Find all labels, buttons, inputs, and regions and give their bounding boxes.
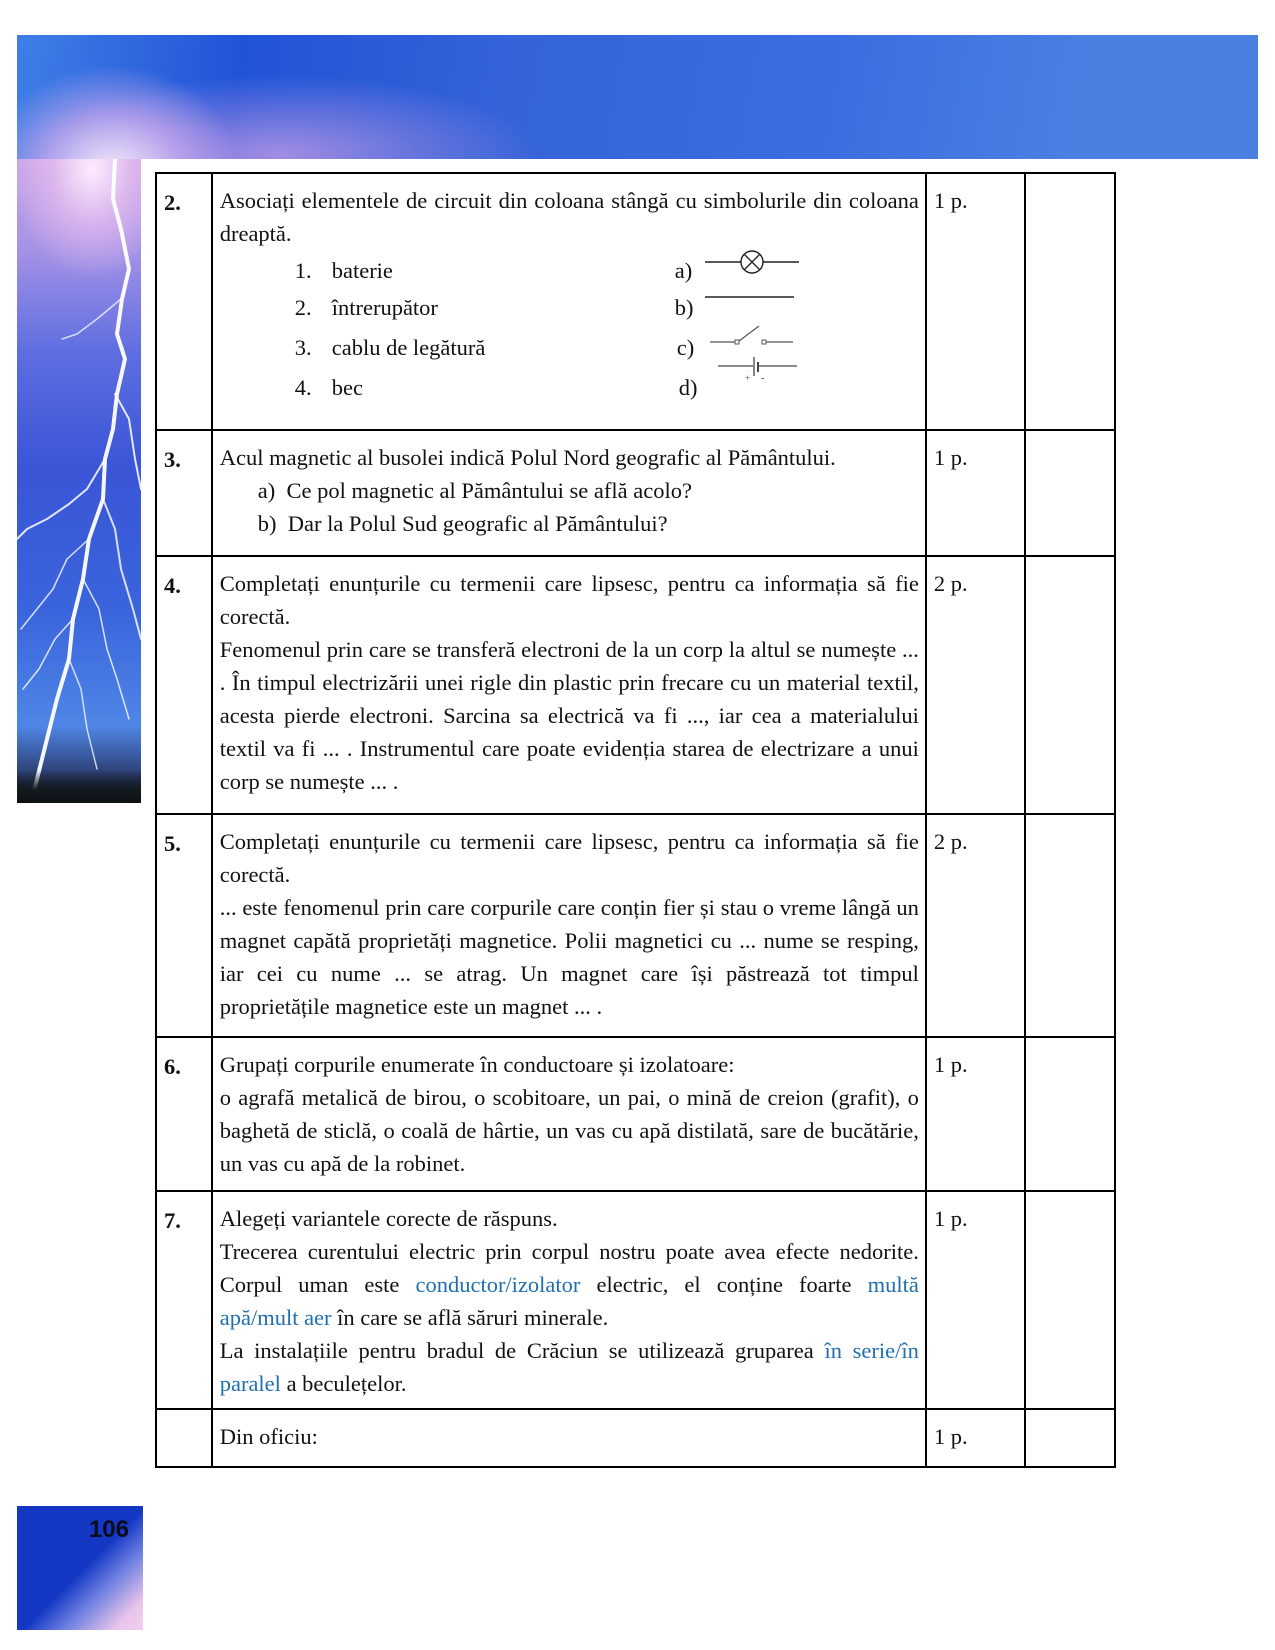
- score-cell[interactable]: [1025, 556, 1115, 814]
- points-value: 1 p.: [926, 1191, 1025, 1409]
- question-body: [212, 556, 926, 814]
- page-number-box: [17, 1506, 143, 1630]
- question-body: [212, 814, 926, 1037]
- question-number: 4.: [156, 556, 212, 814]
- score-cell[interactable]: [1025, 1037, 1115, 1191]
- switch-symbol-icon: [709, 322, 795, 348]
- symbol-label: a): [674, 258, 693, 283]
- symbol-label: d): [678, 375, 698, 400]
- answer-option[interactable]: multă apă/mult aer: [219, 1272, 919, 1330]
- svg-text:+: +: [744, 373, 750, 383]
- question-text: Acul magnetic al busolei indică Polul Nord geografic al Pământului.: [219, 445, 836, 470]
- answer-option[interactable]: în serie/în paralel: [219, 1338, 919, 1396]
- test-table: [155, 172, 1116, 1468]
- points-value: 1 p.: [926, 1037, 1025, 1191]
- question-body: [212, 430, 926, 556]
- association-lists: [220, 250, 919, 410]
- symbol-label: c): [676, 335, 695, 360]
- table-row: [156, 1037, 1115, 1191]
- score-cell[interactable]: [1025, 1191, 1115, 1409]
- question-body: [212, 1191, 926, 1409]
- points-value: 1 p.: [926, 430, 1025, 556]
- question-text: Alegeți variantele corecte de răspuns.: [219, 1206, 558, 1231]
- items-list-text: o agrafă metalică de birou, o scobitoare, un pai, o mină de creion (grafit), o baghetă de sticlă, o coală de hârtie, un vas cu apă distilată, sare de bucătărie, un vas cu apă de la robinet.: [219, 1085, 919, 1176]
- question-text: Completați enunțurile cu termenii care lipsesc, pentru ca informația să fie corectă.: [219, 571, 919, 629]
- question-text: Asociați elementele de circuit din coloana stângă cu simbolurile din coloana dreaptă.: [219, 188, 919, 246]
- question-number: 7.: [156, 1191, 212, 1409]
- lightning-bolt-icon: [17, 159, 141, 803]
- sub-question: a) Ce pol magnetic al Pământului se află acolo?: [257, 478, 692, 503]
- bulb-symbol-icon: [704, 250, 800, 274]
- battery-symbol-icon: [717, 354, 799, 384]
- table-row: [156, 430, 1115, 556]
- table-row: [156, 556, 1115, 814]
- points-value: 2 p.: [926, 814, 1025, 1037]
- score-cell[interactable]: [1025, 430, 1115, 556]
- table-row: [156, 1191, 1115, 1409]
- wire-symbol-icon: [704, 292, 796, 302]
- header-banner-image: [17, 35, 1258, 159]
- table-row: [156, 173, 1115, 430]
- symbol-label: b): [674, 295, 694, 320]
- list-item: 4. bec: [294, 375, 363, 400]
- score-cell[interactable]: [1025, 1409, 1115, 1467]
- list-item: 3. cablu de legătură: [294, 335, 486, 360]
- svg-text:-: -: [760, 373, 765, 384]
- question-body: [212, 173, 926, 430]
- question-number: 3.: [156, 430, 212, 556]
- points-value: 1 p.: [926, 173, 1025, 430]
- question-number: 5.: [156, 814, 212, 1037]
- answer-option[interactable]: conductor/izolator: [415, 1272, 581, 1297]
- question-number: 2.: [156, 173, 212, 430]
- question-text: Grupați corpurile enumerate în conductoare și izolatoare:: [219, 1052, 735, 1077]
- fill-in-text: Fenomenul prin care se transferă electroni de la un corp la altul se numește ... . În timpul electrizării unei rigle din plastic prin frecare cu un material textil, acesta pierde electroni. Sarcina sa electrică va fi ..., iar cea a materialului textil va fi ... . Instrumentul care poate evidenția starea de electrizare a unui corp se numește ... .: [219, 637, 919, 794]
- question-number: [156, 1409, 212, 1467]
- page-number: 106: [88, 1516, 129, 1543]
- points-value: 2 p.: [926, 556, 1025, 814]
- points-value: 1 p.: [926, 1409, 1025, 1467]
- table-row: [156, 1409, 1115, 1467]
- table-row: [156, 814, 1115, 1037]
- question-body: [212, 1037, 926, 1191]
- paragraph: Trecerea curentului electric prin corpul nostru poate avea efecte nedorite. Corpul uman este conductor/izolator electric, el conține foarte multă apă/mult aer în care se află săruri minerale.: [219, 1239, 919, 1330]
- grass-silhouette: [17, 770, 141, 803]
- score-cell[interactable]: [1025, 173, 1115, 430]
- list-item: 1. baterie: [294, 258, 393, 283]
- score-cell[interactable]: [1025, 814, 1115, 1037]
- list-item: 2. întrerupător: [294, 295, 438, 320]
- sub-question: b) Dar la Polul Sud geografic al Pământului?: [257, 511, 668, 536]
- paragraph: La instalațiile pentru bradul de Crăciun se utilizează gruparea în serie/în paralel a beculețelor.: [219, 1338, 919, 1396]
- fill-in-text: ... este fenomenul prin care corpurile care conțin fier și stau o vreme lângă un magnet capătă proprietăți magnetice. Polii magnetici cu ... nume se resping, iar cei cu nume ... se atrag. Un magnet care își păstrează tot timpul proprietățile magnetice este un magnet ... .: [219, 895, 919, 1019]
- question-number: 6.: [156, 1037, 212, 1191]
- bonus-label: Din oficiu:: [212, 1409, 926, 1467]
- question-text: Completați enunțurile cu termenii care lipsesc, pentru ca informația să fie corectă.: [219, 829, 919, 887]
